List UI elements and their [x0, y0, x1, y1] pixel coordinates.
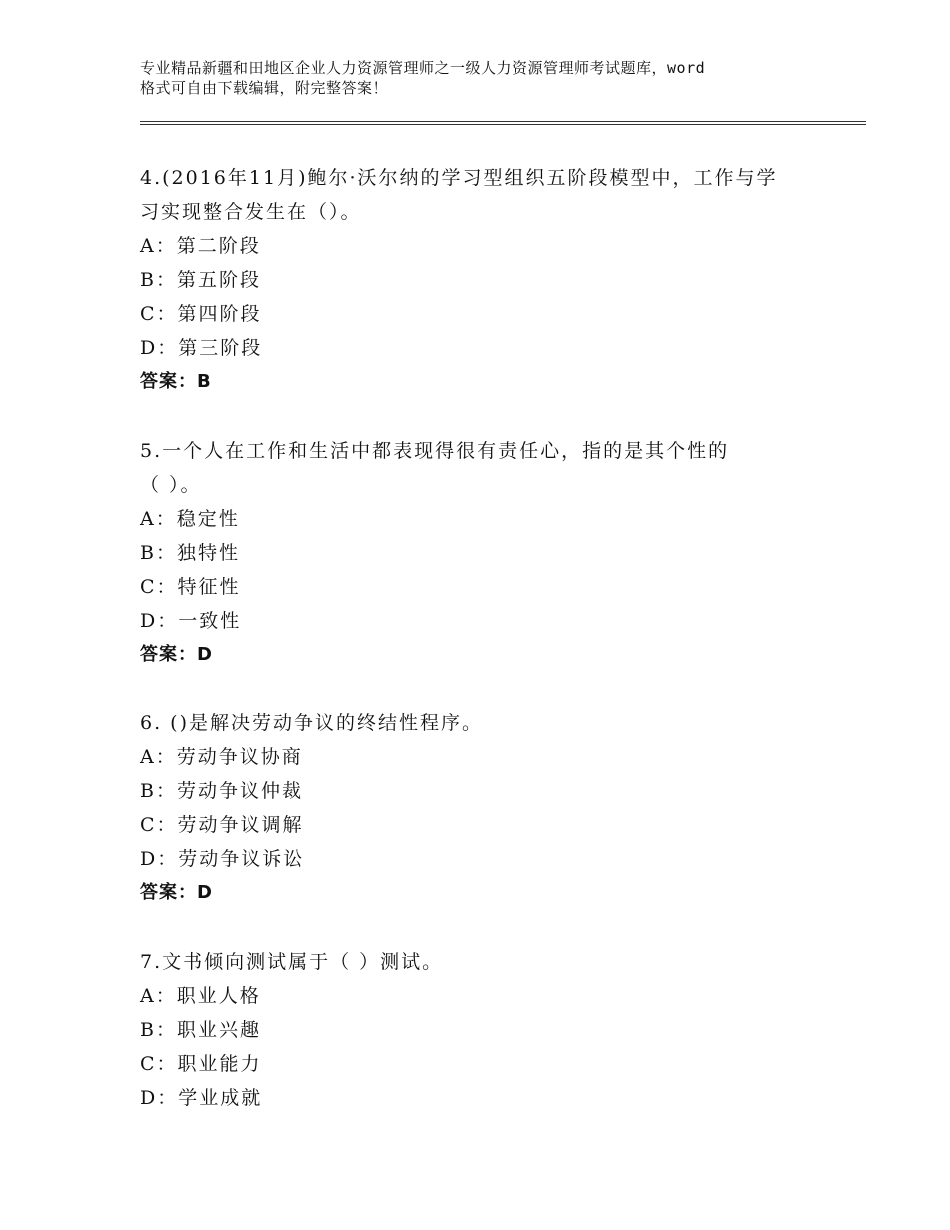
question-7	[140, 945, 820, 1115]
question-stem: 6. ()是解决劳动争议的终结性程序。	[140, 712, 483, 734]
answer: 答案：B	[140, 371, 212, 392]
question-6	[140, 706, 820, 910]
question-4	[140, 161, 820, 399]
answer: 答案：D	[140, 882, 213, 903]
option-a: A：第二阶段	[140, 235, 261, 257]
question-5	[140, 434, 820, 672]
option-b: B：第五阶段	[140, 269, 261, 291]
option-b: B：职业兴趣	[140, 1019, 261, 1041]
option-b: B：劳动争议仲裁	[140, 780, 303, 802]
question-stem: 习实现整合发生在（）。	[140, 201, 362, 223]
document-header	[140, 58, 840, 98]
question-stem: 5.一个人在工作和生活中都表现得很有责任心，指的是其个性的	[140, 440, 730, 462]
option-d: D：劳动争议诉讼	[140, 848, 305, 870]
option-a: A：劳动争议协商	[140, 746, 303, 768]
option-c: C：第四阶段	[140, 303, 262, 325]
option-a: A：稳定性	[140, 508, 240, 530]
header-line-2: 格式可自由下载编辑，附完整答案！	[140, 79, 389, 97]
header-line-1: 专业精品新疆和田地区企业人力资源管理师之一级人力资源管理师考试题库，word	[140, 59, 706, 77]
question-stem: （ ）。	[140, 474, 202, 496]
option-c: C：特征性	[140, 576, 241, 598]
option-a: A：职业人格	[140, 985, 261, 1007]
option-d: D：一致性	[140, 610, 242, 632]
option-c: C：劳动争议调解	[140, 814, 304, 836]
header-rule-bottom	[140, 124, 866, 125]
answer: 答案：D	[140, 644, 213, 665]
question-stem: 4.(2016年11月)鲍尔·沃尔纳的学习型组织五阶段模型中，工作与学	[140, 167, 778, 189]
option-b: B：独特性	[140, 542, 240, 564]
option-d: D：学业成就	[140, 1087, 263, 1109]
question-stem: 7.文书倾向测试属于（ ）测试。	[140, 951, 444, 973]
option-c: C：职业能力	[140, 1053, 262, 1075]
option-d: D：第三阶段	[140, 337, 263, 359]
header-rule-top	[140, 121, 866, 122]
